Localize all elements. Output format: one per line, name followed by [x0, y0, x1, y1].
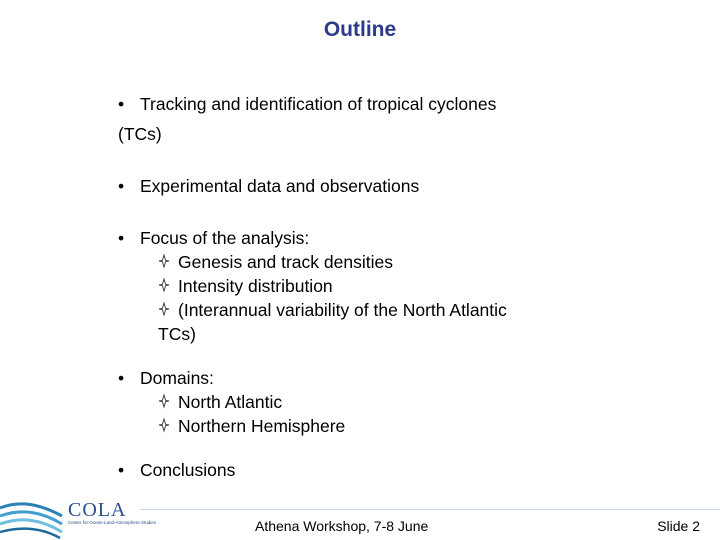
diamond-star-icon [158, 302, 170, 316]
sub-bullet-text: Intensity distribution [178, 276, 333, 296]
bullet-domains [118, 366, 598, 390]
footer-divider [140, 509, 720, 510]
diamond-star-icon [158, 254, 170, 268]
bullet-dot: • [118, 228, 125, 248]
sub-bullet-text: Genesis and track densities [178, 252, 393, 272]
diamond-star-icon [158, 394, 170, 408]
sub-bullet-interannual [118, 298, 598, 322]
bullet-tracking [118, 92, 598, 116]
slide-title: Outline [323, 18, 397, 41]
outline-content [118, 92, 598, 482]
bullet-dot: • [118, 176, 125, 196]
sub-bullet-northern-hemisphere [118, 414, 598, 438]
cola-logo [0, 494, 157, 540]
bullet-conclusions [118, 458, 598, 482]
bullet-data [118, 174, 598, 198]
bullet-text: Tracking and identification of tropical cyclones [140, 94, 497, 114]
sub-bullet-genesis [118, 250, 598, 274]
footer-text: Athena Workshop, 7-8 June [255, 518, 429, 534]
bullet-focus [118, 226, 598, 250]
bullet-text: Domains: [140, 368, 214, 388]
sub-bullet-intensity [118, 274, 598, 298]
bullet-dot: • [118, 368, 125, 388]
bullet-text: Conclusions [140, 460, 236, 480]
bullet-dot: • [118, 460, 125, 480]
bullet-dot: • [118, 94, 125, 114]
sub-bullet-text: North Atlantic [178, 392, 283, 412]
sub-bullet-north-atlantic [118, 390, 598, 414]
bullet-text: Focus of the analysis: [140, 228, 310, 248]
slide-number: Slide 2 [657, 518, 700, 534]
bullet-text-continuation: (TCs) [118, 124, 162, 144]
logo-text: COLA [68, 499, 127, 521]
sub-bullet-text: Northern Hemisphere [178, 416, 346, 436]
bullet-text: Experimental data and observations [140, 176, 420, 196]
sub-bullet-text-continuation: TCs) [158, 324, 196, 344]
sub-bullet-text: (Interannual variability of the North Atlantic [178, 300, 507, 320]
diamond-star-icon [158, 278, 170, 292]
diamond-star-icon [158, 418, 170, 432]
logo-subtext: Center for Ocean-Land-Atmosphere Studies [68, 520, 157, 525]
